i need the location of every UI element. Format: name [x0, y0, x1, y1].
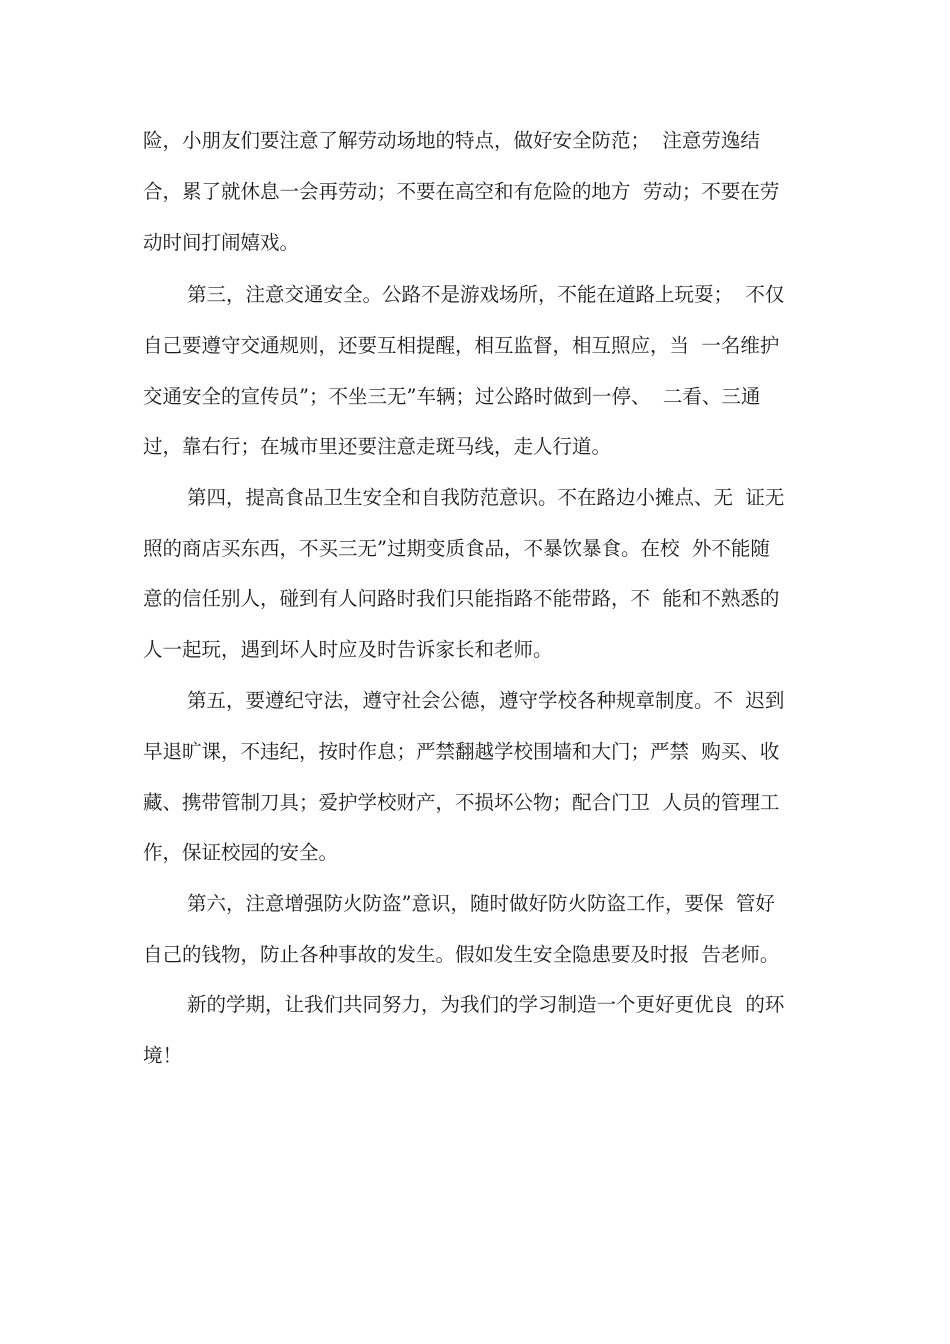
text-line: 自己的钱物，防止各种事故的发生。假如发生安全隐患要及时报 告老师。 [143, 943, 780, 966]
paragraph-start-line: 第五，要遵纪守法，遵守社会公德，遵守学校各种规章制度。不 迟到 [187, 689, 785, 712]
text-line: 自己要遵守交通规则，还要互相提醒，相互监督，相互照应，当 一名维护 [143, 334, 780, 357]
text-line: 过，靠右行；在城市里还要注意走斑马线，走人行道。 [143, 435, 612, 458]
text-line: 动时间打闹嬉戏。 [143, 231, 300, 254]
text-line: 交通安全的宣传员”；不坐三无”车辆；过公路时做到一停、 二看、三通 [143, 385, 761, 408]
text-line: 早退旷课，不违纪，按时作息；严禁翻越学校围墙和大门；严禁 购买、收 [143, 740, 780, 763]
paragraph-start-line: 第三，注意交通安全。公路不是游戏场所，不能在道路上玩耍； 不仅 [187, 283, 785, 306]
paragraph-start-line: 第六，注意增强防火防盗”意识，随时做好防火防盗工作，要保 管好 [187, 892, 775, 915]
text-line: 境！ [143, 1044, 183, 1067]
paragraph-start-line: 新的学期，让我们共同努力，为我们的学习制造一个更好更优良 的环 [187, 993, 785, 1016]
text-line: 作，保证校园的安全。 [143, 841, 339, 864]
paragraph-start-line: 第四，提高食品卫生安全和自我防范意识。不在路边小摊点、无 证无 [187, 486, 785, 509]
text-line: 意的信任别人，碰到有人问路时我们只能指路不能带路，不 能和不熟悉的 [143, 587, 780, 610]
text-line: 藏、携带管制刀具；爱护学校财产，不损坏公物；配合门卫 人员的管理工 [143, 791, 780, 814]
text-line: 照的商店买东西，不买三无”过期变质食品，不暴饮暴食。在校 外不能随 [143, 537, 770, 560]
text-line: 合，累了就休息一会再劳动；不要在高空和有危险的地方 劳动；不要在劳 [143, 180, 780, 203]
text-line: 险，小朋友们要注意了解劳动场地的特点，做好安全防范； 注意劳逸结 [143, 129, 760, 152]
text-line: 人一起玩，遇到坏人时应及时告诉家长和老师。 [143, 638, 553, 661]
